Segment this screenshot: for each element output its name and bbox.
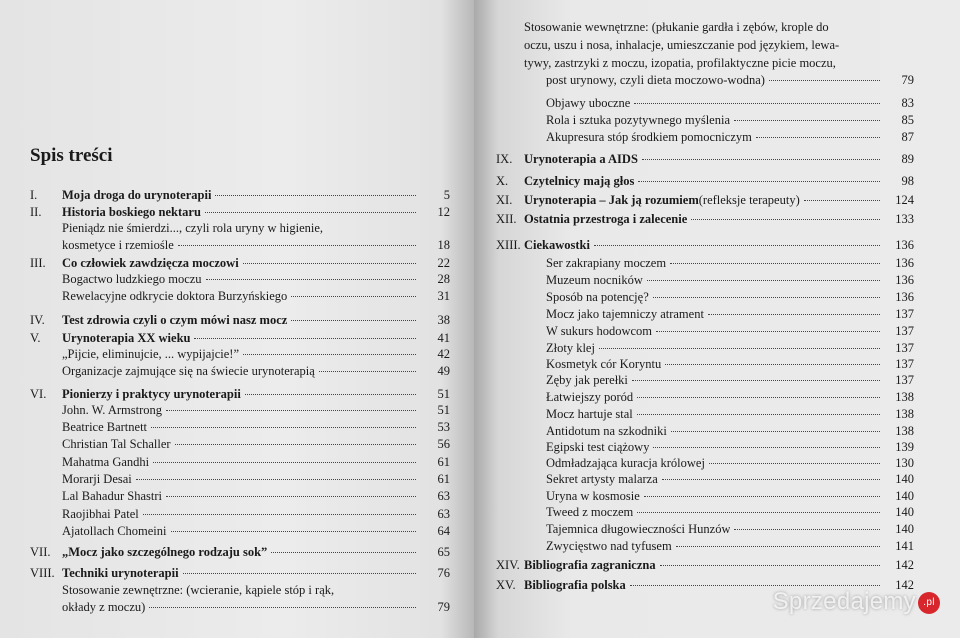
dot-leader [153,462,416,463]
toc-entry [496,152,914,168]
entry-title: Urynoterapia – Jak ją rozumiem [524,193,699,207]
dot-leader [691,219,880,220]
dot-leader [709,463,880,464]
dot-leader [734,529,880,530]
dot-leader [245,394,416,395]
entry-title: Ciekawostki [524,238,590,252]
entry-title: Lal Bahadur Shastri [62,489,162,503]
dot-leader [594,245,880,246]
entry-title: okłady z moczu) [62,600,146,614]
toc-entry [496,307,914,323]
entry-title: Sposób na potencję? [546,290,649,304]
page-number: 53 [437,420,450,434]
page-number: 142 [895,578,914,592]
dot-leader [243,263,416,264]
page-number: 64 [437,524,450,538]
entry-title: Urynoterapia XX wieku [62,331,191,345]
dot-leader [804,200,880,201]
entry-title: Ostatnia przestroga i zalecenie [524,212,688,226]
toc-entry [496,73,914,89]
page-number: 41 [437,331,450,345]
page-number: 76 [437,566,450,580]
page-number: 63 [437,507,450,521]
toc-entry [30,188,450,204]
dot-leader [653,297,880,298]
toc-entry [496,424,914,440]
toc-entry [496,558,914,574]
entry-title: Sekret artysty malarza [546,472,658,486]
dot-leader [665,364,880,365]
entry-title: Test zdrowia czyli o czym mówi nasz mocz [62,313,288,327]
page-number: 22 [437,256,450,270]
toc-entry [496,357,914,373]
dot-leader [206,279,416,280]
entry-title: Mocz jako tajemniczy atrament [546,307,704,321]
watermark-text: Sprzedajemy [772,588,916,615]
toc-entry [30,238,450,254]
dot-leader [734,120,880,121]
page-number: 139 [895,440,914,454]
dot-leader [638,181,880,182]
page-number: 137 [895,357,914,371]
dot-leader [634,103,880,104]
toc-entry [496,407,914,423]
watermark-badge: .pl [918,592,940,614]
dot-leader [670,263,880,264]
entry-title: Techniki urynoterapii [62,566,179,580]
dot-leader [642,159,880,160]
dot-leader [647,280,880,281]
page-number: 137 [895,307,914,321]
page-number: 138 [895,424,914,438]
entry-title: Rola i sztuka pozytywnego myślenia [546,113,730,127]
chapter-number: II. [30,205,42,219]
entry-title: Bibliografia zagraniczna [524,558,656,572]
entry-title: Morarji Desai [62,472,132,486]
entry-title: Uryna w kosmosie [546,489,640,503]
dot-leader [291,320,416,321]
toc-entry [496,193,914,209]
entry-title: Objawy uboczne [546,96,631,110]
page-number: 12 [437,205,450,219]
entry-title: Kosmetyk cór Koryntu [546,357,662,371]
chapter-number: I. [30,188,38,202]
entry-title: Egipski test ciążowy [546,440,650,454]
entry-title: Christian Tal Schaller [62,437,171,451]
page-number: 51 [437,403,450,417]
entry-title: Ser zakrapiany moczem [546,256,667,270]
toc-entry [30,420,450,436]
page-number: 140 [895,505,914,519]
page-number: 83 [901,96,914,110]
page-number: 138 [895,390,914,404]
page-number: 138 [895,407,914,421]
entry-title: „Pijcie, eliminujcie, ... wypijajcie!” [62,347,240,361]
dot-leader [676,546,880,547]
dot-leader [656,331,880,332]
dot-leader [637,512,880,513]
toc-entry [496,256,914,272]
dot-leader [205,212,416,213]
dot-leader [599,348,880,349]
dot-leader [637,397,880,398]
page-number: 142 [895,558,914,572]
intro-line: tywy, zastrzyki z moczu, izopatia, profilaktyczne picie moczu, [524,56,836,70]
dot-leader [769,80,880,81]
page-number: 61 [437,472,450,486]
page-number: 51 [437,387,450,401]
toc-entry [496,238,914,254]
entry-title: Czytelnicy mają głos [524,174,635,188]
chapter-number: XIV. [496,558,520,572]
toc-entry [496,440,914,456]
toc-entry [30,272,450,288]
dot-leader [166,410,416,411]
chapter-number: XI. [496,193,513,207]
entry-title: Antidotum na szkodniki [546,424,667,438]
page-title: Spis treści [30,145,113,166]
toc-entry [496,456,914,472]
page-number: 124 [895,193,914,207]
dot-leader [136,479,416,480]
dot-leader [319,371,416,372]
toc-entry [30,437,450,453]
dot-leader [194,338,416,339]
chapter-number: VIII. [30,566,55,580]
page-number: 85 [901,113,914,127]
right-toc [474,0,960,638]
page-number: 49 [437,364,450,378]
toc-entry [30,289,450,305]
entry-title: Zęby jak perełki [546,373,628,387]
dot-leader [143,514,416,515]
toc-entry [30,545,450,561]
toc-entry [496,472,914,488]
page-number: 89 [901,152,914,166]
toc-entry [496,505,914,521]
dot-leader [271,552,416,553]
entry-title: Urynoterapia a AIDS [524,152,638,166]
entry-title: Łatwiejszy poród [546,390,634,404]
entry-title: Pieniądz nie śmierdzi..., czyli rola uryny w higienie, [62,221,324,235]
dot-leader [756,137,880,138]
dot-leader [149,607,416,608]
chapter-number: VI. [30,387,47,401]
entry-title: Tweed z moczem [546,505,634,519]
entry-title: Rewelacyjne odkrycie doktora Burzyńskiego [62,289,288,303]
page-number: 140 [895,472,914,486]
chapter-number: X. [496,174,509,188]
entry-title: John. W. Armstrong [62,403,163,417]
dot-leader [637,414,880,415]
page-number: 136 [895,273,914,287]
entry-title: „Mocz jako szczególnego rodzaju sok” [62,545,268,559]
dot-leader [183,573,416,574]
entry-title: Odmładzająca kuracja królowej [546,456,705,470]
toc-entry [30,256,450,272]
dot-leader [291,296,416,297]
dot-leader [178,245,416,246]
page-number: 87 [901,130,914,144]
chapter-number: XII. [496,212,517,226]
page-number: 56 [437,437,450,451]
chapter-number: XIII. [496,238,521,252]
entry-subtitle: (refleksje terapeuty) [698,193,800,207]
toc-entry [30,364,450,380]
toc-entry [496,341,914,357]
chapter-number: VII. [30,545,51,559]
intro-line: oczu, uszu i nosa, inhalacje, umieszczanie pod językiem, lewa- [524,38,840,52]
page-number: 140 [895,522,914,536]
dot-leader [166,496,416,497]
toc-entry [496,390,914,406]
toc-entry [496,324,914,340]
page-number: 18 [437,238,450,252]
entry-title: Mahatma Gandhi [62,455,150,469]
page-number: 137 [895,324,914,338]
entry-title: Historia boskiego nektaru [62,205,201,219]
page-number: 79 [901,73,914,87]
left-toc [0,0,474,638]
toc-entry [30,387,450,403]
dot-leader [671,431,880,432]
page-number: 136 [895,290,914,304]
toc-entry [30,507,450,523]
page-number: 63 [437,489,450,503]
toc-entry [30,583,450,599]
entry-title: Złoty klej [546,341,595,355]
page-number: 137 [895,341,914,355]
page-number: 31 [437,289,450,303]
entry-title: Muzeum nocników [546,273,643,287]
toc-entry [496,212,914,228]
toc-entry [496,96,914,112]
watermark-logo [773,588,940,616]
toc-entry [30,331,450,347]
entry-title: Co człowiek zawdzięcza moczowi [62,256,239,270]
toc-entry [30,313,450,329]
page-number: 65 [437,545,450,559]
page-number: 136 [895,238,914,252]
page-number: 79 [437,600,450,614]
toc-entry [30,472,450,488]
chapter-number: IV. [30,313,45,327]
toc-entry [30,524,450,540]
dot-leader [662,479,880,480]
toc-entry [30,221,450,237]
toc-entry [30,600,450,616]
entry-title: Bibliografia polska [524,578,626,592]
chapter-number: IX. [496,152,513,166]
entry-title: post urynowy, czyli dieta moczowo-wodna) [546,73,765,87]
page-number: 136 [895,256,914,270]
entry-title: Stosowanie zewnętrzne: (wcieranie, kąpiele stóp i rąk, [62,583,335,597]
toc-entry [30,455,450,471]
entry-title: Zwycięstwo nad tyfusem [546,539,672,553]
entry-title: kosmetyce i rzemiośle [62,238,174,252]
entry-title: Raojibhai Patel [62,507,139,521]
chapter-number: III. [30,256,46,270]
page-number: 137 [895,373,914,387]
entry-title: Beatrice Bartnett [62,420,148,434]
dot-leader [632,380,880,381]
entry-title: Akupresura stóp środkiem pomocniczym [546,130,752,144]
right-page [474,0,960,638]
toc-entry [30,489,450,505]
page-number: 61 [437,455,450,469]
dot-leader [630,585,880,586]
entry-title: Moja droga do urynoterapii [62,188,212,202]
toc-entry [496,130,914,146]
toc-entry [30,566,450,582]
page-number: 133 [895,212,914,226]
entry-title: Tajemnica długowieczności Hunzów [546,522,731,536]
toc-entry [30,403,450,419]
page-number: 141 [895,539,914,553]
toc-entry [496,522,914,538]
entry-title: W sukurs hodowcom [546,324,653,338]
toc-entry [496,273,914,289]
dot-leader [175,444,416,445]
dot-leader [215,195,416,196]
dot-leader [708,314,880,315]
dot-leader [653,447,880,448]
dot-leader [644,496,880,497]
page-number: 5 [443,188,450,202]
toc-entry [496,373,914,389]
page-number: 130 [895,456,914,470]
toc-entry [496,539,914,555]
toc-entry [30,205,450,221]
toc-entry [496,290,914,306]
chapter-number: XV. [496,578,516,592]
dot-leader [243,354,416,355]
chapter-number: V. [30,331,41,345]
dot-leader [660,565,880,566]
page-number: 28 [437,272,450,286]
entry-title: Mocz hartuje stal [546,407,633,421]
entry-title: Pionierzy i praktycy urynoterapii [62,387,241,401]
dot-leader [151,427,416,428]
toc-entry [30,347,450,363]
intro-line: Stosowanie wewnętrzne: (płukanie gardła i zębów, krople do [524,20,829,34]
entry-title: Organizacje zajmujące się na świecie urynoterapią [62,364,315,378]
page-number: 42 [437,347,450,361]
entry-title: Ajatollach Chomeini [62,524,167,538]
dot-leader [171,531,417,532]
page-number: 38 [437,313,450,327]
left-page [0,0,474,638]
toc-entry [496,489,914,505]
entry-title: Bogactwo ludzkiego moczu [62,272,202,286]
toc-entry [496,174,914,190]
toc-entry [496,113,914,129]
page-number: 98 [901,174,914,188]
page-number: 140 [895,489,914,503]
